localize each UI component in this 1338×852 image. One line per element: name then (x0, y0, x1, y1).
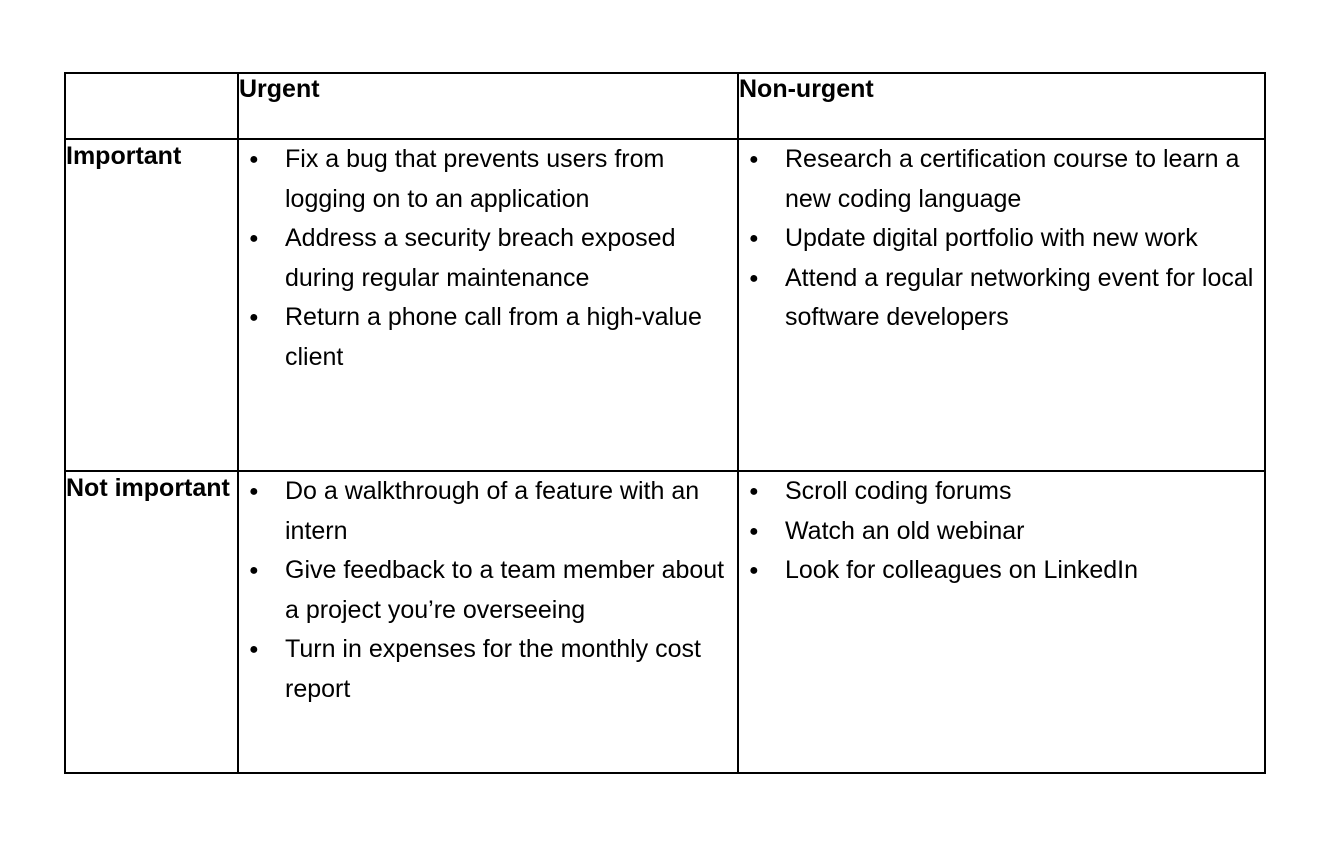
cell-important-urgent (238, 139, 738, 471)
table-header-row (65, 73, 1265, 139)
bullet-list (239, 472, 737, 709)
list-item: ● Watch an old webinar (785, 512, 1264, 552)
list-item: ● Look for colleagues on LinkedIn (785, 551, 1264, 591)
bullet-list (739, 472, 1264, 591)
list-item: ● Give feedback to a team member about a project you’re overseeing (285, 551, 737, 630)
list-item: ● Fix a bug that prevents users from logging on to an application (285, 140, 737, 219)
cell-not-important-non-urgent (738, 471, 1265, 773)
table-row (65, 471, 1265, 773)
cell-important-non-urgent (738, 139, 1265, 471)
row-header-not-important: Not important (65, 471, 238, 773)
list-item: ● Address a security breach exposed during regular maintenance (285, 219, 737, 298)
list-item: ● Attend a regular networking event for local software developers (785, 259, 1264, 338)
list-item: ● Turn in expenses for the monthly cost report (285, 630, 737, 709)
bullet-list (239, 140, 737, 377)
list-item: ● Do a walkthrough of a feature with an intern (285, 472, 737, 551)
list-item: ● Update digital portfolio with new work (785, 219, 1264, 259)
corner-header-cell (65, 73, 238, 139)
row-header-important: Important (65, 139, 238, 471)
column-header-urgent: Urgent (238, 73, 738, 139)
table-row (65, 139, 1265, 471)
list-item: ● Return a phone call from a high-value client (285, 298, 737, 377)
list-item: ● Research a certification course to learn a new coding language (785, 140, 1264, 219)
cell-not-important-urgent (238, 471, 738, 773)
column-header-non-urgent: Non-urgent (738, 73, 1265, 139)
bullet-list (739, 140, 1264, 338)
list-item: ● Scroll coding forums (785, 472, 1264, 512)
eisenhower-matrix-table (64, 72, 1266, 774)
